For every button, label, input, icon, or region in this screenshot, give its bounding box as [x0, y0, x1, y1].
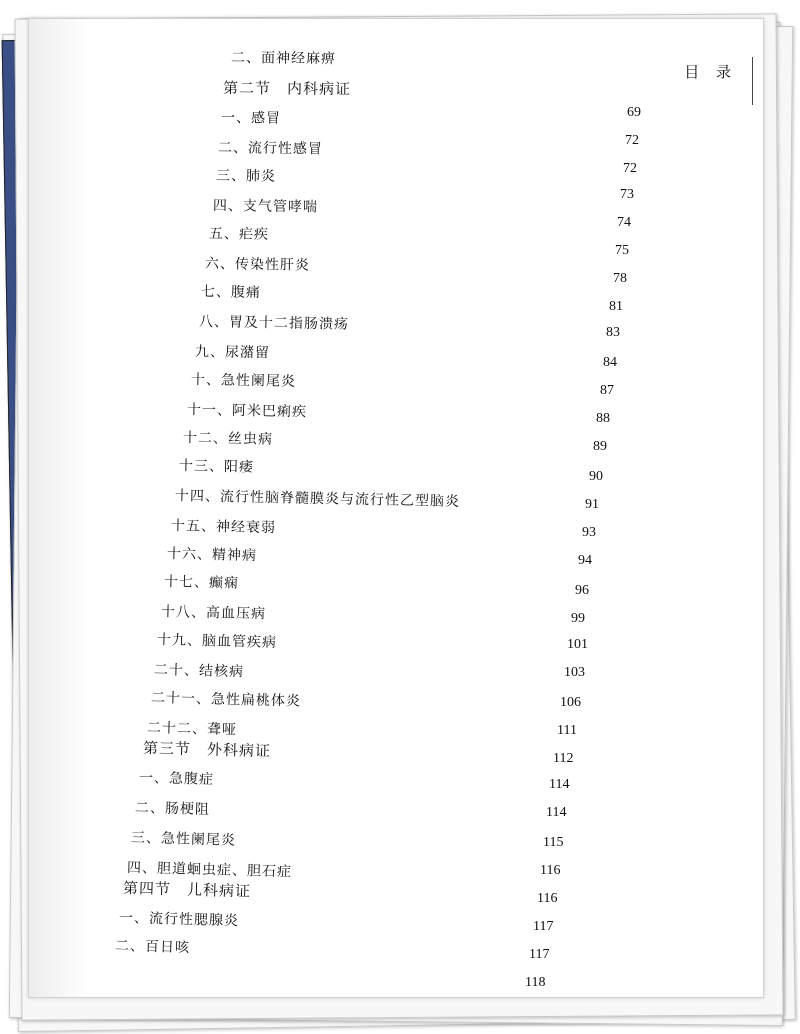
page-header-title: 目 录 [684, 63, 737, 81]
toc-page-number: 114 [549, 777, 570, 792]
toc-entry [139, 767, 214, 789]
toc-entry-title: 七、腹痛 [200, 284, 262, 301]
toc-entry [221, 107, 281, 128]
toc-entry [154, 659, 244, 681]
toc-entry [179, 455, 254, 477]
toc-page-number: 111 [557, 723, 577, 738]
toc-entry-title: 六、传染性肝炎 [204, 256, 311, 274]
toc-page-number: 117 [529, 947, 550, 962]
toc-entry [187, 399, 307, 421]
toc-entry [171, 515, 276, 537]
toc-entry-title: 二、面神经麻痹 [230, 50, 337, 68]
toc-entry-title: 五、疟疾 [208, 226, 270, 243]
toc-entry [183, 427, 273, 449]
toc-entry-title: 十七、癫痫 [163, 574, 240, 592]
toc-entry [216, 165, 276, 186]
toc-page-number: 117 [533, 919, 554, 934]
toc-page-number: 91 [585, 497, 599, 512]
toc-page-number: 94 [578, 553, 592, 568]
toc-page-number: 101 [567, 637, 588, 652]
toc-page-number: 69 [627, 105, 641, 120]
toc-entry-title: 二十、结核病 [153, 662, 245, 681]
toc-entry [201, 281, 261, 302]
toc-entry-title: 二、流行性感冒 [217, 140, 324, 158]
toc-page-number: 72 [625, 133, 639, 148]
toc-entry [205, 253, 310, 275]
toc-entry [161, 601, 266, 623]
toc-entry-title: 八、胃及十二指肠溃疡 [198, 314, 350, 333]
toc-section-heading [223, 77, 351, 99]
toc-page-number: 72 [623, 161, 637, 176]
toc-page-number: 87 [600, 383, 614, 398]
toc-page-number: 84 [603, 355, 617, 370]
toc-entry [209, 223, 269, 244]
toc-page-number: 114 [546, 805, 567, 820]
toc-page-number: 93 [582, 525, 596, 540]
toc-page-number: 103 [564, 665, 585, 680]
toc-entry [151, 687, 301, 711]
toc-entry-title: 十三、阳痿 [178, 458, 255, 476]
toc-entry [147, 717, 237, 739]
toc-entry-title: 十二、丝虫病 [182, 430, 274, 448]
toc-page [28, 18, 764, 998]
toc-entry-title: 三、肺炎 [215, 168, 277, 185]
toc-entry [175, 485, 460, 511]
toc-entry [164, 571, 239, 593]
toc-page-number: 81 [609, 299, 623, 314]
toc-page-number: 88 [596, 411, 610, 426]
toc-entry [231, 47, 336, 68]
toc-entry-title: 十九、脑血管疾病 [156, 632, 278, 651]
toc-section-heading [123, 877, 252, 901]
toc-entry-title: 十、急性阑尾炎 [190, 372, 297, 390]
toc-entry-title: 一、感冒 [220, 110, 282, 127]
toc-page-number: 115 [543, 835, 564, 850]
toc-entry [218, 137, 323, 158]
toc-entry-title: 四、胆道蛔虫症、胆石症 [126, 860, 293, 881]
toc-page-number: 78 [613, 271, 627, 286]
toc-entry [157, 629, 277, 652]
toc-entry [119, 907, 240, 930]
toc-entry [199, 311, 349, 334]
toc-entry-title: 十六、精神病 [166, 546, 258, 565]
toc-entry-title: 二、肠梗阻 [134, 800, 211, 818]
toc-entry-title: 四、支气管哮喘 [212, 198, 319, 216]
toc-entry-title: 第四节 儿科病证 [122, 879, 252, 901]
toc-entry-title: 十一、阿米巴痢疾 [186, 402, 308, 421]
toc-page-number: 118 [525, 975, 546, 990]
toc-page-number: 74 [617, 215, 631, 230]
toc-page-number: 83 [606, 325, 620, 340]
toc-entry-title: 十五、神经衰弱 [170, 518, 277, 537]
toc-entry-title: 第二节 内科病证 [222, 79, 352, 99]
toc-page-number: 73 [620, 187, 634, 202]
toc-entry-title: 一、流行性腮腺炎 [118, 910, 240, 930]
toc-page-number: 90 [589, 469, 603, 484]
toc-page-number: 96 [575, 583, 589, 598]
toc-entry [135, 797, 210, 819]
toc-entry-title: 一、急腹症 [138, 770, 215, 788]
toc-page-number: 112 [553, 751, 574, 766]
toc-entry-title: 十八、高血压病 [160, 604, 267, 623]
toc-entry-title: 九、尿潴留 [194, 344, 271, 362]
toc-entry [191, 369, 296, 391]
toc-page-number: 116 [540, 863, 561, 878]
toc-page-number: 89 [593, 439, 607, 454]
toc-entry-title: 二十二、聋哑 [146, 720, 238, 739]
toc-page-number: 99 [571, 611, 585, 626]
toc-entry [167, 543, 257, 565]
toc-page-number: 106 [560, 695, 581, 710]
toc-entry-title: 二十一、急性扁桃体炎 [150, 690, 302, 710]
table-of-contents [29, 19, 763, 997]
toc-page-number: 116 [537, 891, 558, 906]
toc-entry-title: 第三节 外科病证 [142, 739, 272, 761]
toc-entry [131, 827, 236, 850]
toc-page-number: 75 [615, 243, 629, 258]
toc-entry [115, 935, 191, 957]
toc-entry [213, 195, 318, 216]
toc-entry-title: 三、急性阑尾炎 [130, 830, 237, 849]
toc-entry-title: 十四、流行性脑脊髓膜炎与流行性乙型脑炎 [174, 488, 461, 510]
toc-entry [195, 341, 270, 362]
toc-section-heading [143, 737, 271, 761]
toc-entry-title: 二、百日咳 [114, 938, 191, 957]
